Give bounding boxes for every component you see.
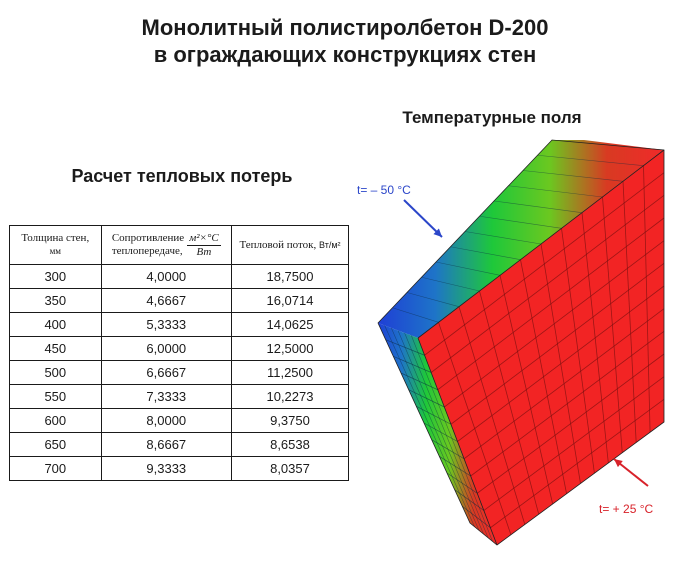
heat-loss-heading: Расчет тепловых потерь: [71, 166, 293, 186]
col-header-resistance-line2: теплопередаче,: [111, 245, 183, 257]
resistance-cell: 7,3333: [101, 385, 231, 409]
resistance-cell: 8,0000: [101, 409, 231, 433]
col-header-thickness-text: Толщина стен,: [21, 232, 90, 244]
heat-flux-cell: 8,6538: [231, 433, 348, 457]
col-header-thickness-unit: мм: [49, 246, 61, 256]
thickness-cell: 350: [10, 289, 102, 313]
heat-flux-cell: 10,2273: [231, 385, 348, 409]
resistance-cell: 4,0000: [101, 265, 231, 289]
thickness-cell: 300: [10, 265, 102, 289]
thickness-cell: 600: [10, 409, 102, 433]
title-line-2: в ограждающих конструкциях стен: [153, 42, 537, 67]
resistance-cell: 6,6667: [101, 361, 231, 385]
thickness-cell: 650: [10, 433, 102, 457]
title-line-1: Монолитный полистиролбетон D-200: [141, 15, 549, 40]
warm-temperature-label: t= + 25 °C: [599, 502, 654, 516]
thickness-cell: 500: [10, 361, 102, 385]
resistance-cell: 4,6667: [101, 289, 231, 313]
col-header-resistance-line1: Сопротивление: [111, 232, 185, 244]
heat-flux-cell: 12,5000: [231, 337, 348, 361]
temperature-fields-heading: Температурные поля: [402, 108, 582, 127]
resistance-cell: 5,3333: [101, 313, 231, 337]
thickness-cell: 550: [10, 385, 102, 409]
fraction-denominator: Вт: [196, 245, 212, 258]
resistance-cell: 9,3333: [101, 457, 231, 481]
thickness-cell: 450: [10, 337, 102, 361]
col-header-heat-flux-text: Тепловой поток,: [239, 238, 317, 251]
heat-flux-cell: 16,0714: [231, 289, 348, 313]
resistance-cell: 6,0000: [101, 337, 231, 361]
heat-flux-cell: 9,3750: [231, 409, 348, 433]
thickness-cell: 700: [10, 457, 102, 481]
cold-temperature-label: t= – 50 °C: [357, 183, 411, 197]
heat-flux-cell: 18,7500: [231, 265, 348, 289]
thickness-cell: 400: [10, 313, 102, 337]
resistance-cell: 8,6667: [101, 433, 231, 457]
heat-flux-cell: 14,0625: [231, 313, 348, 337]
fraction-numerator: м²×°С: [189, 231, 219, 244]
heat-flux-cell: 8,0357: [231, 457, 348, 481]
heat-flux-cell: 11,2500: [231, 361, 348, 385]
col-header-heat-flux-unit: Вт/м²: [319, 239, 341, 250]
